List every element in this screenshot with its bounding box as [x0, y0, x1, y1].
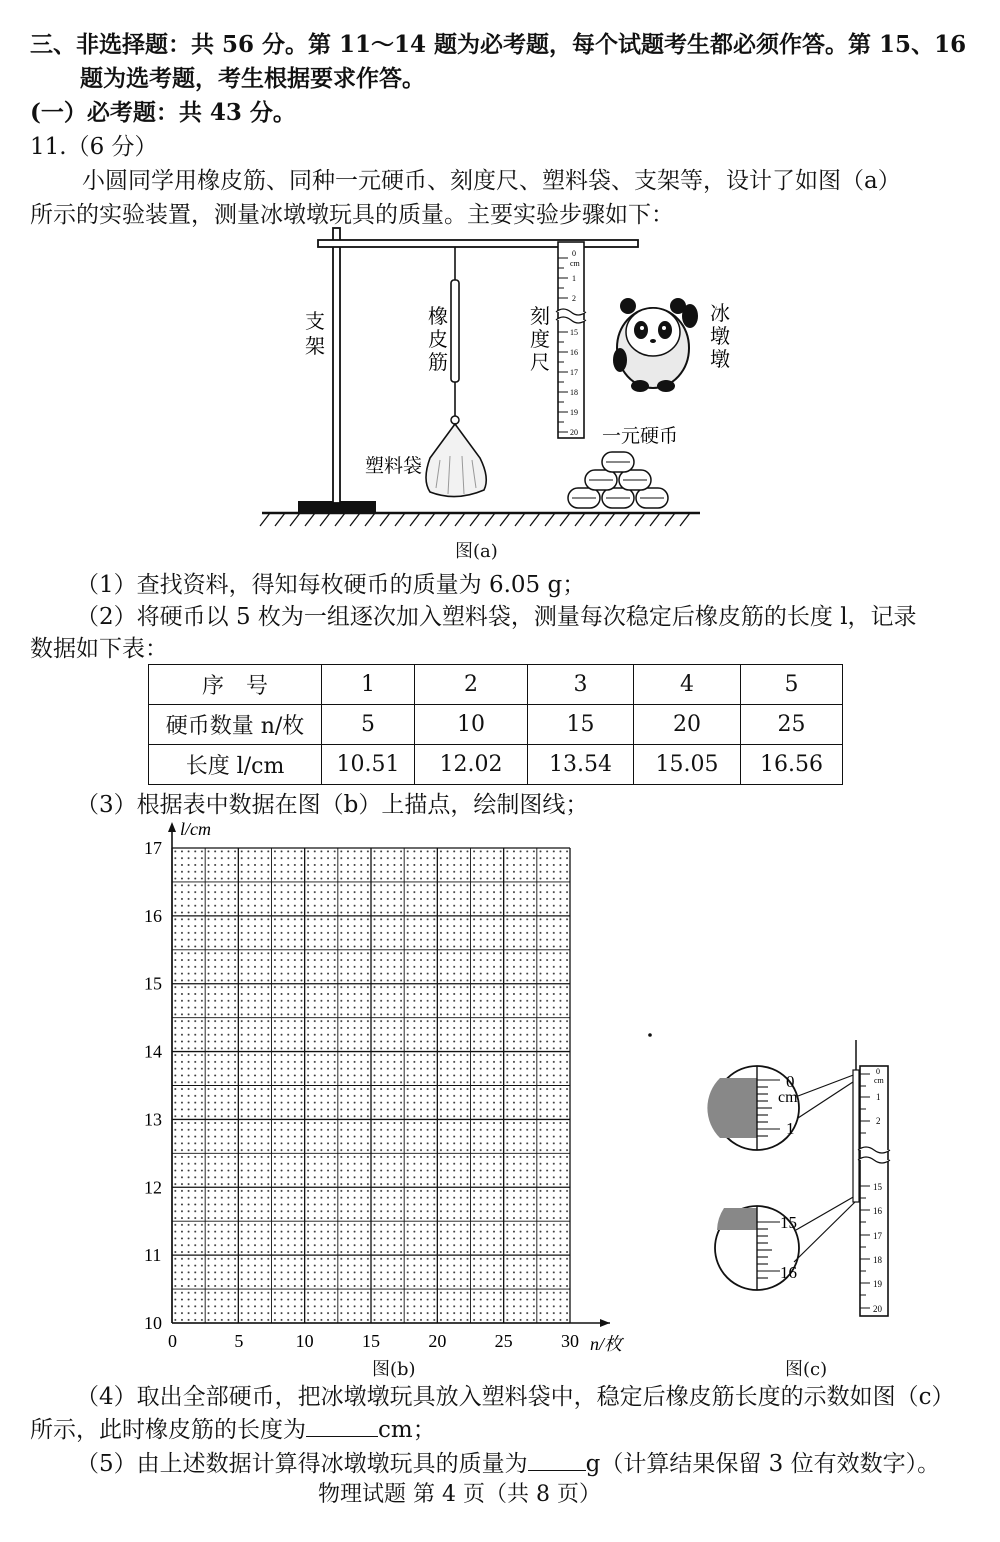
data-table	[148, 664, 843, 785]
x-tick-label: 0	[168, 1331, 177, 1351]
table-cell: 5	[741, 665, 843, 705]
ruler-c-tick-18: 18	[873, 1255, 882, 1265]
zoom-top-label-cm: cm	[778, 1089, 798, 1106]
band-label-1: 橡	[428, 306, 448, 328]
table-header-row	[149, 665, 843, 705]
answer-blank-length[interactable]	[306, 1414, 378, 1437]
table-cell: 1	[322, 665, 415, 705]
table-cell: 4	[634, 665, 741, 705]
ruler-a-tick-16: 16	[570, 348, 578, 357]
figure-a	[0, 220, 1000, 560]
stand-label-2: 架	[305, 336, 325, 358]
intro-line2: 所示的实验装置，测量冰墩墩玩具的质量。主要实验步骤如下：	[30, 202, 674, 228]
ruler-a-tick-17: 17	[570, 368, 578, 377]
table-cell: 2	[415, 665, 528, 705]
ruler-label-1: 刻	[530, 306, 550, 328]
table-cell: 3	[528, 665, 634, 705]
figure-b-caption: 图(b)	[372, 1359, 416, 1380]
answer-blank-mass[interactable]	[528, 1448, 586, 1471]
step-4-text-post: cm；	[378, 1417, 436, 1443]
ruler-c-unit: cm	[874, 1076, 884, 1085]
x-tick-label: 25	[494, 1331, 513, 1351]
table-cell: 序 号	[149, 665, 322, 705]
ruler-c-tick-0: 0	[876, 1067, 880, 1076]
x-tick-label: 30	[561, 1331, 579, 1351]
table-cell: 16.56	[741, 745, 843, 785]
stand-label-1: 支	[305, 311, 325, 333]
figure-c-caption: 图(c)	[785, 1359, 828, 1380]
step-4-text-pre: 所示，此时橡皮筋的长度为	[30, 1417, 306, 1443]
table-cell: 长度 l/cm	[149, 745, 322, 785]
y-tick-label: 16	[144, 905, 162, 926]
zoom-top-label-1: 1	[786, 1119, 795, 1138]
x-axis-label: n/枚	[590, 1334, 623, 1354]
ruler-c-tick-16: 16	[873, 1206, 882, 1216]
ruler-c-tick-17: 17	[873, 1231, 882, 1241]
intro-line1: 小圆同学用橡皮筋、同种一元硬币、刻度尺、塑料袋、支架等，设计了如图（a）	[82, 168, 901, 194]
step-2-line1: （2）将硬币以 5 枚为一组逐次加入塑料袋，测量每次稳定后橡皮筋的长度 l，记录	[76, 604, 917, 630]
step-1: （1）查找资料，得知每枚硬币的质量为 6.05 g；	[76, 572, 586, 598]
table-cell: 20	[634, 705, 741, 745]
x-tick-label: 15	[362, 1331, 380, 1351]
toy-label-3: 墩	[710, 349, 730, 371]
table-cell: 10.51	[322, 745, 415, 785]
band-label-2: 皮	[428, 329, 448, 351]
toy-label-2: 墩	[710, 326, 730, 348]
ruler-c-tick-1: 1	[876, 1092, 881, 1102]
ruler-a-tick-19: 19	[570, 408, 578, 417]
stand-pole	[333, 228, 340, 503]
stand-arm	[318, 240, 638, 247]
step-5-text-post: g（计算结果保留 3 位有效数字）。	[585, 1451, 941, 1477]
figure-c	[640, 1030, 920, 1330]
table-cell: 13.54	[528, 745, 634, 785]
ruler-c-tick-20: 20	[873, 1304, 882, 1314]
step-4-line2	[30, 1414, 436, 1445]
ruler-c-tick-19: 19	[873, 1279, 882, 1289]
ruler-c-tick-15: 15	[873, 1182, 882, 1192]
y-tick-label: 17	[144, 838, 162, 858]
ruler-a-tick-15: 15	[570, 328, 578, 337]
y-axis-arrow	[168, 822, 176, 832]
ruler-label-3: 尺	[530, 352, 550, 374]
table-row	[149, 705, 843, 745]
ruler-a-tick-18: 18	[570, 388, 578, 397]
y-tick-label: 10	[144, 1313, 162, 1333]
y-tick-label: 12	[144, 1177, 162, 1198]
ruler-a-tick-20: 20	[570, 428, 578, 437]
table-cell: 5	[322, 705, 415, 745]
x-tick-label: 10	[295, 1331, 314, 1351]
x-axis-arrow	[600, 1319, 610, 1327]
page-footer: 物理试题 第 4 页（共 8 页）	[318, 1482, 601, 1507]
step-3: （3）根据表中数据在图（b）上描点，绘制图线；	[76, 792, 589, 818]
zoom-bottom-label-15: 15	[780, 1213, 797, 1232]
ruler-a-tick-2: 2	[572, 294, 576, 303]
y-tick-label: 13	[144, 1109, 162, 1130]
ruler-a-unit: cm	[570, 259, 580, 268]
step-2-line2: 数据如下表：	[30, 636, 168, 662]
y-tick-label: 14	[144, 1041, 162, 1062]
table-cell: 硬币数量 n/枚	[149, 705, 322, 745]
ruler-c-tick-2: 2	[876, 1116, 881, 1126]
band-label-3: 筋	[428, 352, 448, 374]
ruler-a-tick-0: 0	[572, 249, 576, 258]
coin-label: 一元硬币	[602, 426, 679, 447]
panda-toy	[613, 298, 698, 392]
coin-stack	[568, 452, 668, 508]
rubber-band	[451, 280, 459, 382]
zoom-bottom-label-16: 16	[780, 1263, 797, 1282]
table-cell: 12.02	[415, 745, 528, 785]
figure-a-caption: 图(a)	[455, 541, 498, 562]
table-cell: 10	[415, 705, 528, 745]
table-cell: 15.05	[634, 745, 741, 785]
question-number: 11.（6 分）	[30, 134, 158, 160]
ruler-label-2: 度	[530, 329, 550, 351]
step-5	[76, 1448, 940, 1479]
table-cell: 15	[528, 705, 634, 745]
x-tick-label: 20	[428, 1331, 447, 1351]
table-row	[149, 745, 843, 785]
sub-heading: (一）必考题：共 43 分。	[30, 99, 296, 126]
bag-label: 塑料袋	[365, 456, 423, 477]
section-heading-line1: 三、非选择题：共 56 分。第 11～14 题为必考题，每个试题考生都必须作答。第 15、16	[30, 31, 967, 58]
step-5-text-pre: （5）由上述数据计算得冰墩墩玩具的质量为	[76, 1451, 528, 1477]
x-tick-label: 5	[234, 1331, 244, 1351]
y-axis-label: l/cm	[180, 819, 211, 839]
zoom-top-label-0: 0	[786, 1072, 795, 1091]
ruler-a-tick-1: 1	[572, 274, 576, 283]
y-tick-label: 15	[144, 973, 162, 994]
toy-label-1: 冰	[710, 303, 730, 325]
section-heading-line2: 题为选考题，考生根据要求作答。	[80, 65, 425, 92]
table-cell: 25	[741, 705, 843, 745]
figure-b-chart	[120, 815, 640, 1355]
y-tick-label: 11	[144, 1245, 162, 1266]
plastic-bag	[426, 424, 486, 497]
step-4-line1: （4）取出全部硬币，把冰墩墩玩具放入塑料袋中，稳定后橡皮筋长度的示数如图（c）	[76, 1384, 955, 1410]
